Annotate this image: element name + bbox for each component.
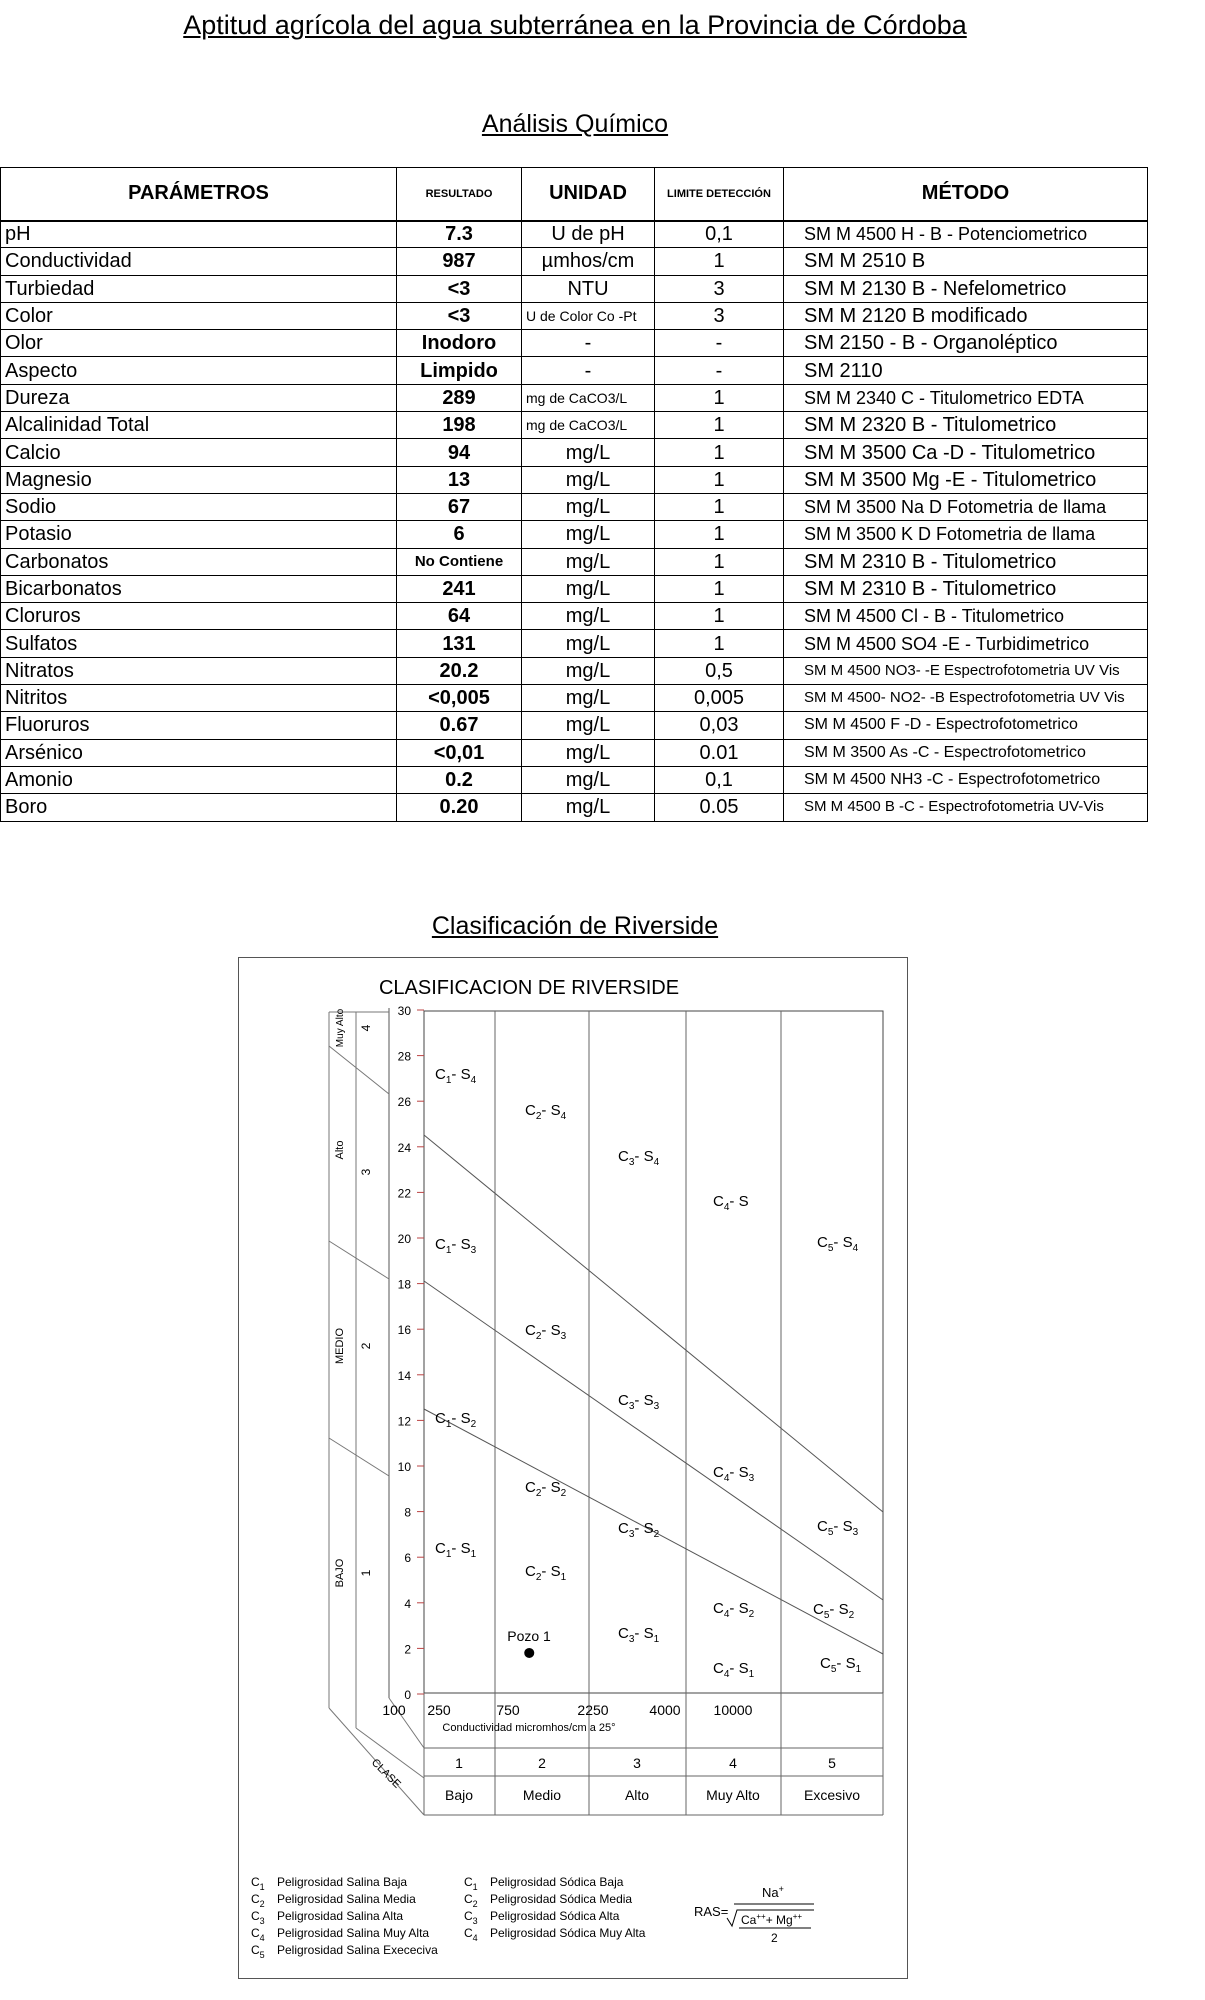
ras-label: RAS= xyxy=(694,1904,729,1919)
salinity-class-name: Medio xyxy=(522,1787,562,1803)
data-point-pozo xyxy=(524,1648,534,1658)
method-cell: SM M 4500 H - B - Potenciometrico xyxy=(784,221,1148,248)
legend-sodium-item: $C_2$ Peligrosidad Sódica Media xyxy=(464,1892,633,1909)
y-tick-label: 28 xyxy=(397,1049,411,1064)
result-cell: 0.20 xyxy=(397,794,522,821)
y-tick-label: 26 xyxy=(397,1095,411,1110)
unit-cell: mg/L xyxy=(522,493,655,520)
region-label: $C_5-$ $S_2$ xyxy=(813,1601,855,1621)
table-row xyxy=(1,685,1148,712)
limit-cell: 1 xyxy=(655,575,784,602)
method-cell: SM 2110 xyxy=(784,357,1148,384)
method-cell: SM M 2310 B - Titulometrico xyxy=(784,575,1148,602)
limit-cell: 1 xyxy=(655,412,784,439)
legend-salinity-item: $C_3$ Peligrosidad Salina Alta xyxy=(251,1909,404,1926)
method-cell: SM M 3500 Na D Fotometria de llama xyxy=(784,493,1148,520)
legend-salinity-item: $C_4$ Peligrosidad Salina Muy Alta xyxy=(251,1926,430,1943)
region-label: $C_4-$ $S_3$ xyxy=(713,1464,755,1484)
result-cell: Limpido xyxy=(397,357,522,384)
table-header-row xyxy=(1,168,1148,221)
unit-cell: mg/L xyxy=(522,712,655,739)
param-cell: Calcio xyxy=(1,439,397,466)
table-row xyxy=(1,330,1148,357)
y-tick-label: 22 xyxy=(397,1186,411,1201)
region-label: $C_1-$ $S_3$ xyxy=(435,1236,477,1256)
table-row xyxy=(1,412,1148,439)
unit-cell: mg/L xyxy=(522,766,655,793)
method-cell: SM M 3500 Mg -E - Titulometrico xyxy=(784,466,1148,493)
method-cell: SM 2150 - B - Organoléptico xyxy=(784,330,1148,357)
salinity-class-number: 4 xyxy=(729,1755,737,1771)
param-cell: Color xyxy=(1,302,397,329)
result-cell: 0.67 xyxy=(397,712,522,739)
param-cell: Arsénico xyxy=(1,739,397,766)
method-cell: SM M 2340 C - Titulometrico EDTA xyxy=(784,384,1148,411)
table-row xyxy=(1,466,1148,493)
table-row xyxy=(1,575,1148,602)
table-row xyxy=(1,603,1148,630)
table-row xyxy=(1,712,1148,739)
limit-cell: 1 xyxy=(655,493,784,520)
method-cell: SM M 3500 Ca -D - Titulometrico xyxy=(784,439,1148,466)
method-cell: SM M 4500 NO3- -E Espectrofotometria UV Vis xyxy=(784,657,1148,684)
result-cell: 987 xyxy=(397,248,522,275)
result-cell: 241 xyxy=(397,575,522,602)
param-cell: Potasio xyxy=(1,521,397,548)
unit-cell: mg/L xyxy=(522,794,655,821)
result-cell: No Contiene xyxy=(397,548,522,575)
legend-salinity-item: $C_2$ Peligrosidad Salina Media xyxy=(251,1892,416,1909)
result-cell: 131 xyxy=(397,630,522,657)
param-cell: Amonio xyxy=(1,766,397,793)
method-cell: SM M 2130 B - Nefelometrico xyxy=(784,275,1148,302)
table-row xyxy=(1,766,1148,793)
table-row xyxy=(1,248,1148,275)
result-cell: 13 xyxy=(397,466,522,493)
table-row xyxy=(1,302,1148,329)
sodium-class-number: 1 xyxy=(359,1569,373,1577)
y-tick-label: 24 xyxy=(397,1140,411,1155)
limit-cell: - xyxy=(655,357,784,384)
limit-cell: 1 xyxy=(655,248,784,275)
region-label: $C_2-$ $S_3$ xyxy=(525,1322,567,1342)
method-cell: SM M 2320 B - Titulometrico xyxy=(784,412,1148,439)
region-label: $C_3-$ $S_2$ xyxy=(618,1520,660,1540)
sodium-class-label: Alto xyxy=(334,1140,346,1160)
result-cell: <3 xyxy=(397,302,522,329)
table-body xyxy=(1,221,1148,822)
salinity-class-name: Bajo xyxy=(444,1787,474,1803)
region-label: $C_5-$ $S_1$ xyxy=(820,1655,862,1675)
result-cell: 289 xyxy=(397,384,522,411)
param-cell: Fluoruros xyxy=(1,712,397,739)
salinity-class-number: 3 xyxy=(633,1755,641,1771)
unit-cell: mg/L xyxy=(522,439,655,466)
x-axis-label: Conductividad micromhos/cm a 25° xyxy=(442,1722,616,1734)
salinity-class-axis-label: CLASE xyxy=(368,1756,403,1791)
param-cell: Sulfatos xyxy=(1,630,397,657)
region-label: $C_5-$ $S_3$ xyxy=(817,1518,859,1538)
param-cell: Nitratos xyxy=(1,657,397,684)
param-cell: Carbonatos xyxy=(1,548,397,575)
table-row xyxy=(1,794,1148,821)
table-row xyxy=(1,657,1148,684)
region-label: $C_5-$ $S_4$ xyxy=(817,1234,859,1254)
table-row xyxy=(1,221,1148,248)
y-tick-label: 8 xyxy=(404,1505,411,1520)
sodium-class-label: BAJO xyxy=(334,1558,346,1588)
method-cell: SM M 4500 Cl - B - Titulometrico xyxy=(784,603,1148,630)
region-label: $C_1-$ $S_1$ xyxy=(435,1540,477,1560)
sodium-boundary-line xyxy=(424,1135,883,1512)
chemical-analysis-table xyxy=(0,167,1148,822)
riverside-chart xyxy=(239,958,909,1980)
region-label: $C_1-$ $S_2$ xyxy=(435,1410,477,1430)
result-cell: 67 xyxy=(397,493,522,520)
param-cell: Boro xyxy=(1,794,397,821)
method-cell: SM M 3500 As -C - Espectrofotometrico xyxy=(784,739,1148,766)
limit-cell: 1 xyxy=(655,548,784,575)
param-cell: pH xyxy=(1,221,397,248)
result-cell: 6 xyxy=(397,521,522,548)
method-cell: SM M 4500 F -D - Espectrofotometrico xyxy=(784,712,1148,739)
limit-cell: 0,005 xyxy=(655,685,784,712)
y-tick-label: 30 xyxy=(397,1004,411,1018)
result-cell: <0,005 xyxy=(397,685,522,712)
unit-cell: mg/L xyxy=(522,685,655,712)
sodium-class-divider xyxy=(329,1241,389,1279)
table-row xyxy=(1,439,1148,466)
unit-cell: mg/L xyxy=(522,630,655,657)
sodium-class-number: 3 xyxy=(359,1168,373,1176)
region-label: $C_2-$ $S_4$ xyxy=(525,1102,567,1122)
y-tick-label: 16 xyxy=(397,1323,411,1338)
x-tick-label: 750 xyxy=(496,1702,520,1718)
x-tick-label: 250 xyxy=(427,1702,451,1718)
unit-cell: NTU xyxy=(522,275,655,302)
header-metodo: MÉTODO xyxy=(784,168,1148,221)
header-parametros: PARÁMETROS xyxy=(1,168,397,221)
y-tick-label: 2 xyxy=(404,1642,411,1657)
param-cell: Olor xyxy=(1,330,397,357)
region-label: $C_1-$ $S_4$ xyxy=(435,1066,477,1086)
header-unidad: UNIDAD xyxy=(522,168,655,221)
chart-title: CLASIFICACION DE RIVERSIDE xyxy=(378,977,680,999)
unit-cell: mg/L xyxy=(522,521,655,548)
y-tick-label: 4 xyxy=(404,1596,411,1611)
sodium-class-number: 4 xyxy=(359,1024,373,1032)
header-limite: LIMITE DETECCIÓN xyxy=(655,168,784,221)
ras-divisor: 2 xyxy=(771,1931,778,1945)
x-tick-label: 2250 xyxy=(577,1702,609,1718)
salinity-class-name: Alto xyxy=(624,1787,650,1803)
method-cell: SM M 4500 NH3 -C - Espectrofotometrico xyxy=(784,766,1148,793)
result-cell: 198 xyxy=(397,412,522,439)
ras-denominator: Ca+++ Mg++ xyxy=(741,1912,803,1927)
y-tick-label: 18 xyxy=(397,1277,411,1292)
region-label: $C_3-$ $S_1$ xyxy=(618,1625,660,1645)
legend-sodium-item: $C_4$ Peligrosidad Sódica Muy Alta xyxy=(464,1926,646,1943)
region-label: $C_4-$ $S_2$ xyxy=(713,1600,755,1620)
unit-cell: µmhos/cm xyxy=(522,248,655,275)
limit-cell: 1 xyxy=(655,603,784,630)
region-label: $C_3-$ $S_3$ xyxy=(618,1392,660,1412)
limit-cell: 1 xyxy=(655,384,784,411)
plot-border xyxy=(424,1011,883,1693)
sodium-class-label: Muy Alto xyxy=(335,1008,346,1048)
table-row xyxy=(1,384,1148,411)
limit-cell: 0.05 xyxy=(655,794,784,821)
limit-cell: 1 xyxy=(655,630,784,657)
salinity-class-name: Muy Alto xyxy=(706,1787,760,1803)
unit-cell: - xyxy=(522,330,655,357)
y-tick-label: 14 xyxy=(397,1368,411,1383)
method-cell: SM M 4500- NO2- -B Espectrofotometria UV Vis xyxy=(784,685,1148,712)
unit-cell: - xyxy=(522,357,655,384)
sodium-boundary-line xyxy=(424,1281,883,1600)
table-row xyxy=(1,548,1148,575)
limit-cell: 0,1 xyxy=(655,766,784,793)
result-cell: 94 xyxy=(397,439,522,466)
limit-cell: 1 xyxy=(655,521,784,548)
region-label: $C_3-$ $S_4$ xyxy=(618,1148,660,1168)
limit-cell: 0.01 xyxy=(655,739,784,766)
result-cell: 7.3 xyxy=(397,221,522,248)
unit-cell: U de Color Co -Pt xyxy=(522,302,655,329)
method-cell: SM M 4500 SO4 -E - Turbidimetrico xyxy=(784,630,1148,657)
unit-cell: mg/L xyxy=(522,657,655,684)
sodium-class-label: MEDIO xyxy=(334,1327,346,1365)
param-cell: Magnesio xyxy=(1,466,397,493)
legend-salinity-item: $C_5$ Peligrosidad Salina Exececiva xyxy=(251,1943,438,1960)
result-cell: 64 xyxy=(397,603,522,630)
riverside-chart-frame xyxy=(238,957,908,1979)
salinity-class-number: 1 xyxy=(455,1755,463,1771)
result-cell: 20.2 xyxy=(397,657,522,684)
x-tick-label: 100 xyxy=(382,1702,406,1718)
param-cell: Nitritos xyxy=(1,685,397,712)
limit-cell: - xyxy=(655,330,784,357)
limit-cell: 3 xyxy=(655,275,784,302)
limit-cell: 3 xyxy=(655,302,784,329)
x-tick-label: 10000 xyxy=(713,1702,753,1718)
method-cell: SM M 2310 B - Titulometrico xyxy=(784,548,1148,575)
region-label: $C_4-$ S xyxy=(713,1193,749,1213)
result-cell: <0,01 xyxy=(397,739,522,766)
limit-cell: 0,5 xyxy=(655,657,784,684)
param-cell: Cloruros xyxy=(1,603,397,630)
param-cell: Turbiedad xyxy=(1,275,397,302)
unit-cell: mg de CaCO3/L xyxy=(522,412,655,439)
unit-cell: mg/L xyxy=(522,466,655,493)
limit-cell: 1 xyxy=(655,439,784,466)
unit-cell: mg/L xyxy=(522,603,655,630)
param-cell: Sodio xyxy=(1,493,397,520)
header-resultado: RESULTADO xyxy=(397,168,522,221)
method-cell: SM M 2120 B modificado xyxy=(784,302,1148,329)
param-cell: Conductividad xyxy=(1,248,397,275)
unit-cell: mg de CaCO3/L xyxy=(522,384,655,411)
salinity-class-number: 2 xyxy=(538,1755,546,1771)
sodium-class-divider xyxy=(329,1046,389,1094)
result-cell: 0.2 xyxy=(397,766,522,793)
method-cell: SM M 2510 B xyxy=(784,248,1148,275)
unit-cell: U de pH xyxy=(522,221,655,248)
ras-numerator: Na+ xyxy=(762,1884,784,1900)
y-tick-label: 12 xyxy=(397,1414,411,1429)
sodium-class-divider xyxy=(329,1438,389,1476)
y-tick-label: 6 xyxy=(404,1551,411,1566)
method-cell: SM M 4500 B -C - Espectrofotometria UV-Vis xyxy=(784,794,1148,821)
legend-sodium-item: $C_1$ Peligrosidad Sódica Baja xyxy=(464,1875,624,1892)
legend-salinity-item: $C_1$ Peligrosidad Salina Baja xyxy=(251,1875,408,1892)
param-cell: Bicarbonatos xyxy=(1,575,397,602)
result-cell: Inodoro xyxy=(397,330,522,357)
unit-cell: mg/L xyxy=(522,739,655,766)
method-cell: SM M 3500 K D Fotometria de llama xyxy=(784,521,1148,548)
sodium-class-number: 2 xyxy=(359,1342,373,1350)
y-tick-label: 10 xyxy=(397,1460,411,1474)
param-cell: Aspecto xyxy=(1,357,397,384)
x-tick-label: 4000 xyxy=(649,1702,681,1718)
unit-cell: mg/L xyxy=(522,548,655,575)
page-title: Aptitud agrícola del agua subterránea en la Provincia de Córdoba xyxy=(183,10,967,40)
limit-cell: 0,03 xyxy=(655,712,784,739)
section-title-chemical: Análisis Químico xyxy=(481,110,669,138)
unit-cell: mg/L xyxy=(522,575,655,602)
region-label: $C_4-$ $S_1$ xyxy=(713,1660,755,1680)
y-tick-label: 20 xyxy=(397,1232,411,1246)
table-row xyxy=(1,357,1148,384)
param-cell: Dureza xyxy=(1,384,397,411)
salinity-class-name: Excesivo xyxy=(803,1787,861,1803)
data-point-label: Pozo 1 xyxy=(507,1627,551,1644)
param-cell: Alcalinidad Total xyxy=(1,412,397,439)
section-title-riverside: Clasificación de Riverside xyxy=(431,912,719,940)
table-row xyxy=(1,521,1148,548)
table-row xyxy=(1,275,1148,302)
legend-sodium-item: $C_3$ Peligrosidad Sódica Alta xyxy=(464,1909,620,1926)
limit-cell: 1 xyxy=(655,466,784,493)
salinity-class-number: 5 xyxy=(828,1755,836,1771)
limit-cell: 0,1 xyxy=(655,221,784,248)
region-label: $C_2-$ $S_2$ xyxy=(525,1479,567,1499)
table-row xyxy=(1,630,1148,657)
y-tick-label: 0 xyxy=(404,1688,411,1702)
table-row xyxy=(1,739,1148,766)
table-row xyxy=(1,493,1148,520)
result-cell: <3 xyxy=(397,275,522,302)
region-label: $C_2-$ $S_1$ xyxy=(525,1563,567,1583)
